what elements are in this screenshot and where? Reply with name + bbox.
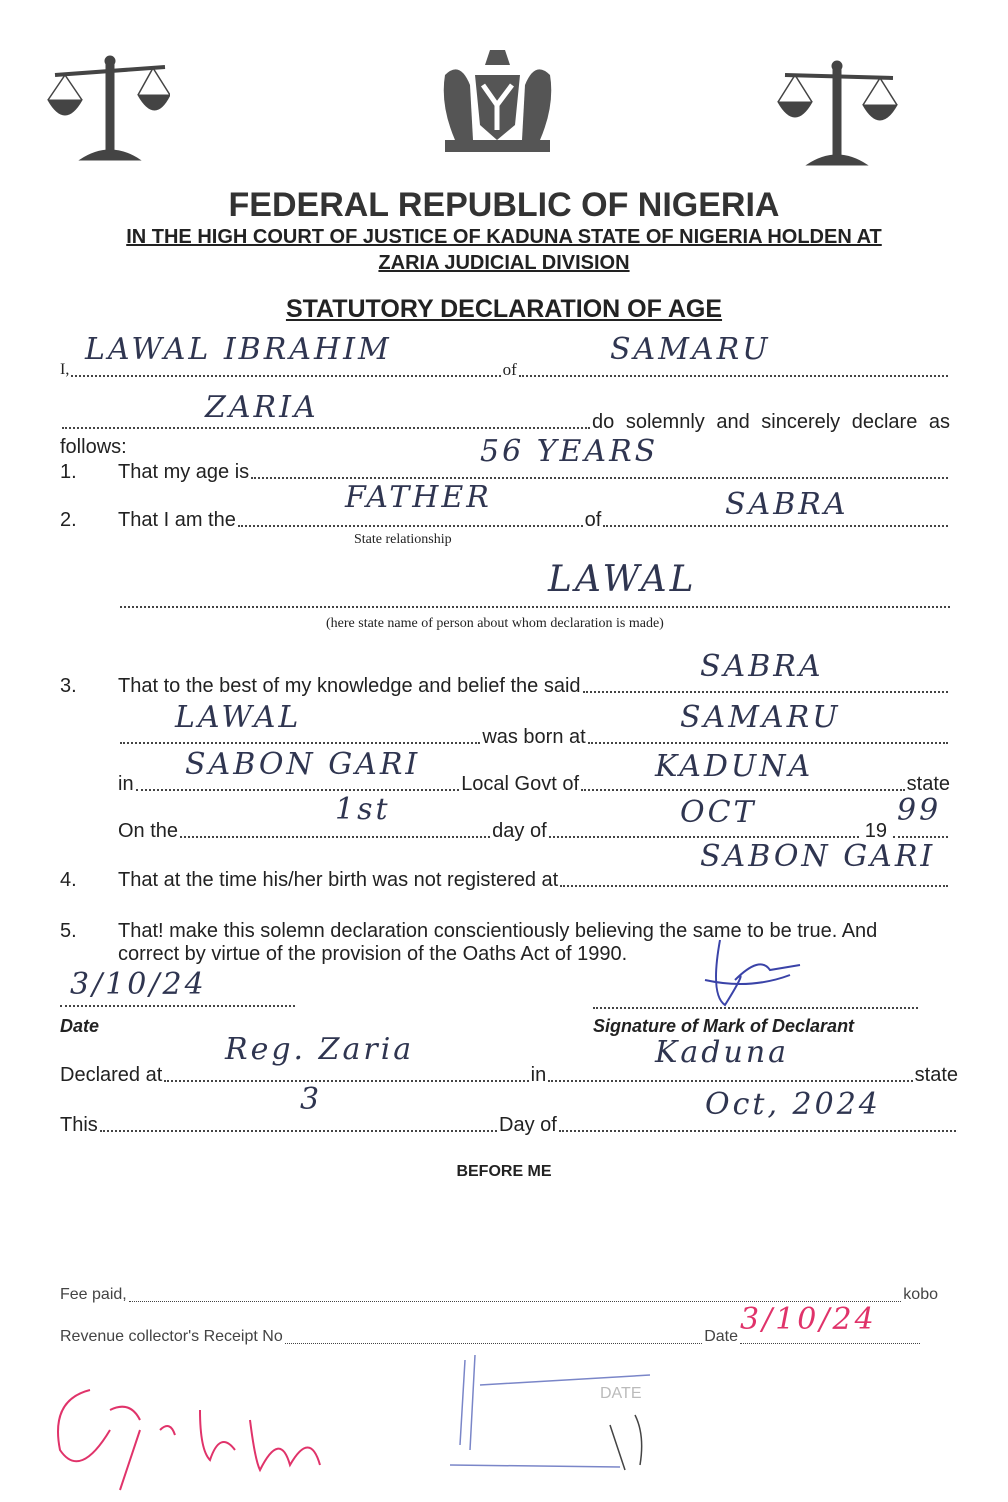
item-number: 4. xyxy=(60,869,77,891)
declarant-name-field[interactable]: LAWAL IBRAHIM xyxy=(85,332,392,367)
i-label: I, xyxy=(60,361,70,378)
born-place-field[interactable]: SAMARU xyxy=(680,700,841,735)
name-hint: (here state name of person about whom declaration is made) xyxy=(326,616,664,631)
signature-label: Signature of Mark of Declarant xyxy=(593,1016,855,1036)
coat-of-arms-icon xyxy=(435,45,560,157)
of-person-field[interactable]: SABRA xyxy=(725,487,849,522)
person-name-field[interactable]: LAWAL xyxy=(548,559,697,600)
official-stamp xyxy=(420,1355,710,1475)
state-label: state xyxy=(906,773,950,795)
lga-field[interactable]: SABON GARI xyxy=(185,747,421,782)
day-of-month-field[interactable]: Oct, 2024 xyxy=(705,1087,881,1122)
commissioner-signature xyxy=(50,1370,350,1500)
birth-year-field[interactable]: 99 xyxy=(897,793,942,828)
receipt-label: Revenue collector's Receipt No xyxy=(60,1328,283,1345)
said-name-field[interactable]: SABRA xyxy=(700,649,824,684)
declared-at-label: Declared at xyxy=(60,1064,163,1086)
birth-day-field[interactable]: 1st xyxy=(335,792,391,827)
day-of-label: Day of xyxy=(499,1114,557,1136)
lga-label: Local Govt of xyxy=(461,773,580,795)
item-number: 1. xyxy=(60,461,77,483)
relationship-label: That I am the xyxy=(118,509,236,531)
receipt-date-field[interactable]: 3/10/24 xyxy=(740,1302,877,1337)
item-number: 5. xyxy=(60,920,77,942)
relationship-field[interactable]: FATHER xyxy=(345,480,492,515)
date-field[interactable]: 3/10/24 xyxy=(70,967,207,1002)
declarant-signature xyxy=(690,935,810,1010)
scales-of-justice-left-icon xyxy=(45,55,170,165)
declared-place-field[interactable]: Reg. Zaria xyxy=(225,1032,415,1067)
court-title: IN THE HIGH COURT OF JUSTICE OF KADUNA STATE OF NIGERIA HOLDEN AT xyxy=(126,226,882,248)
this-label: This xyxy=(60,1114,98,1136)
registered-at-field[interactable]: SABON GARI xyxy=(700,839,936,874)
item-number: 2. xyxy=(60,509,77,531)
in-label: in xyxy=(118,773,134,795)
country-title: FEDERAL REPUBLIC OF NIGERIA xyxy=(228,186,780,224)
date-line xyxy=(60,1005,295,1007)
fee-paid-label: Fee paid, xyxy=(60,1286,127,1303)
state-field[interactable]: KADUNA xyxy=(655,749,814,784)
declaration-text-2: correct by virtue of the provision of the Oaths Act of 1990. xyxy=(118,943,628,965)
in-label: in xyxy=(530,1064,547,1086)
declared-at-line xyxy=(60,1063,958,1087)
declaration-text: That! make this solemn declaration conscientiously believing the same to be true. And xyxy=(118,920,878,942)
town-field[interactable]: ZARIA xyxy=(205,390,319,425)
declarant-place-field[interactable]: SAMARU xyxy=(610,332,771,367)
stamp-text: DATE xyxy=(600,1385,642,1402)
said-label: That to the best of my knowledge and belief the said xyxy=(118,675,581,697)
kobo-label: kobo xyxy=(903,1286,938,1303)
item-number: 3. xyxy=(60,675,77,697)
before-me-label: BEFORE ME xyxy=(456,1163,552,1180)
scales-of-justice-right-icon xyxy=(775,60,900,170)
born-at-label: was born at xyxy=(482,726,586,748)
birth-month-field[interactable]: OCT xyxy=(680,795,757,830)
state-label: state xyxy=(914,1064,958,1086)
follows-label: follows: xyxy=(60,436,127,458)
division-title: ZARIA JUDICIAL DIVISION xyxy=(378,252,630,274)
registered-label: That at the time his/her birth was not registered at xyxy=(118,869,559,891)
solemn-line xyxy=(60,410,950,434)
declare-text: do solemnly and sincerely declare as xyxy=(592,411,950,433)
of-label: of xyxy=(584,509,602,531)
relationship-hint: State relationship xyxy=(354,532,452,547)
person-name-line xyxy=(120,606,950,608)
day-of-label: day of xyxy=(492,820,547,842)
receipt-date-label: Date xyxy=(704,1328,738,1345)
declared-state-field[interactable]: Kaduna xyxy=(655,1035,790,1070)
this-day-field[interactable]: 3 xyxy=(300,1082,323,1117)
century-label: 19 xyxy=(864,820,887,842)
said-surname-field[interactable]: LAWAL xyxy=(175,700,302,735)
age-field[interactable]: 56 YEARS xyxy=(480,434,659,469)
document-title: STATUTORY DECLARATION OF AGE xyxy=(285,295,723,323)
date-label: Date xyxy=(60,1016,100,1036)
on-the-label: On the xyxy=(118,820,179,842)
of-label: of xyxy=(502,360,517,379)
age-label: That my age is xyxy=(118,461,250,483)
item-5 xyxy=(60,919,968,943)
